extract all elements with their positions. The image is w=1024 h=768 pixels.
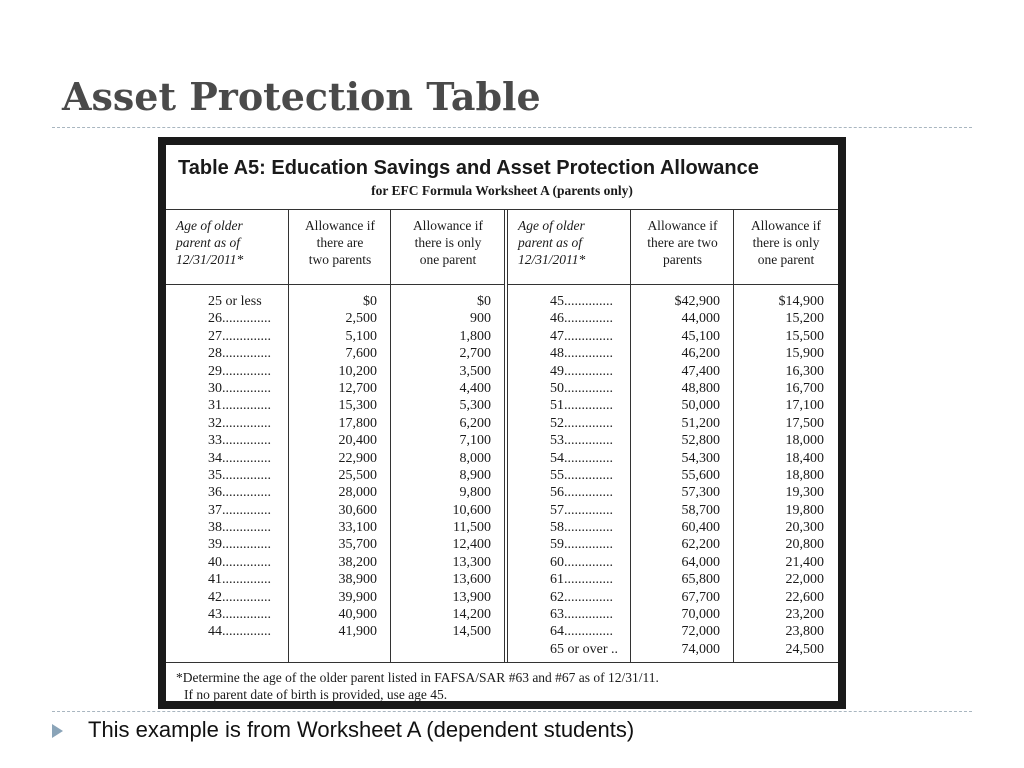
header-line: there is only	[752, 235, 820, 250]
rows-age-right	[508, 293, 634, 658]
table-cell: 54,300	[681, 450, 720, 466]
table-cell: 49..............	[550, 363, 613, 379]
table-cell: $42,900	[674, 294, 720, 309]
title-divider	[52, 127, 972, 128]
table-cell: 13,600	[452, 572, 491, 588]
header-line: there are two	[647, 235, 718, 250]
header-line: Allowance if	[304, 218, 376, 233]
table-cell: 55..............	[550, 467, 613, 483]
footnote-line: If no parent date of birth is provided, use age 45.	[184, 687, 448, 702]
table-cell: 20,400	[338, 433, 377, 449]
table-cell: 39,900	[338, 589, 377, 605]
header-line: 12/31/2011*	[176, 252, 244, 267]
footnote-line: *Determine the age of the older parent listed in FAFSA/SAR #63 and #67 as of 12/31/11.	[176, 670, 659, 685]
table-cell: 2,700	[459, 346, 491, 362]
table-cell: 56..............	[550, 485, 613, 501]
header-line: one parent	[419, 252, 477, 267]
rows-age-left	[166, 293, 288, 641]
table-cell: 9,800	[459, 485, 491, 501]
table-cell: 34..............	[208, 450, 271, 466]
table-cell: 52..............	[550, 415, 613, 431]
table-cell: $14,900	[778, 294, 824, 309]
table-cell: 7,600	[345, 346, 377, 362]
table-cell: 17,500	[785, 415, 824, 431]
header-line: Age of older	[176, 218, 243, 233]
table-cell: 10,600	[452, 502, 491, 518]
bullet-arrow-icon	[52, 724, 63, 738]
table-cell: 22,000	[785, 572, 824, 588]
table-cell: 28..............	[208, 346, 271, 362]
col-two-parents-right	[630, 209, 734, 662]
table-cell: 25 or less	[208, 294, 262, 309]
table-cell: 16,700	[785, 380, 824, 396]
slide-title: Asset Protection Table	[62, 74, 541, 119]
table-title: Table A5: Education Savings and Asset Protection Allowance	[178, 157, 759, 179]
header-age-left	[166, 209, 288, 285]
header-line: there are	[316, 235, 364, 250]
table-cell: 24,500	[785, 641, 824, 657]
table-cell: 32..............	[208, 415, 271, 431]
table-cell: 15,200	[785, 311, 824, 327]
header-line: one parent	[757, 252, 815, 267]
table-cell: 22,600	[785, 589, 824, 605]
table-footnote	[166, 662, 838, 701]
bottom-divider	[52, 711, 972, 712]
header-one-parent-right	[734, 209, 838, 285]
table-cell: 39..............	[208, 537, 271, 553]
table-cell: 15,300	[338, 398, 377, 414]
table-cell: 13,300	[452, 554, 491, 570]
table-cell: 45..............	[550, 294, 613, 309]
table-cell: 19,300	[785, 485, 824, 501]
table-cell: 50,000	[681, 398, 720, 414]
table-cell: 25,500	[338, 467, 377, 483]
table-cell: 31..............	[208, 398, 271, 414]
header-line: there is only	[414, 235, 482, 250]
table-cell: 2,500	[345, 311, 377, 327]
table-cell: 46..............	[550, 311, 613, 327]
table-header	[166, 145, 838, 210]
col-two-parents-left	[288, 209, 391, 662]
table-cell: 20,300	[785, 520, 824, 536]
header-two-parents-left	[289, 209, 391, 285]
table-cell: 20,800	[785, 537, 824, 553]
table-cell: 48..............	[550, 346, 613, 362]
table-cell: 42..............	[208, 589, 271, 605]
table-cell: 55,600	[681, 467, 720, 483]
table-cell: 900	[470, 311, 491, 327]
table-cell: 7,100	[459, 433, 491, 449]
header-line: 12/31/2011*	[518, 252, 586, 267]
table-cell: 64..............	[550, 624, 613, 640]
table-cell: 36..............	[208, 485, 271, 501]
table-cell: 19,800	[785, 502, 824, 518]
table-cell: 4,400	[459, 380, 491, 396]
table-cell: $0	[363, 294, 377, 309]
table-cell: 17,800	[338, 415, 377, 431]
table-cell: 70,000	[681, 607, 720, 623]
table-cell: 14,200	[452, 607, 491, 623]
table-cell: 11,500	[453, 520, 491, 536]
table-cell: 61..............	[550, 572, 613, 588]
table-cell: 30,600	[338, 502, 377, 518]
table-cell: 6,200	[459, 415, 491, 431]
table-columns	[166, 209, 838, 662]
rows-one-parent-left	[391, 293, 505, 641]
header-line: parents	[663, 252, 702, 267]
table-cell: 10,200	[338, 363, 377, 379]
table-cell: 18,400	[785, 450, 824, 466]
col-age-right	[504, 209, 634, 662]
table-cell: 38,200	[338, 554, 377, 570]
header-line: Allowance if	[750, 218, 822, 233]
table-cell: 41,900	[338, 624, 377, 640]
table-cell: $0	[477, 294, 491, 309]
table-cell: 5,100	[345, 328, 377, 344]
table-cell: 33,100	[338, 520, 377, 536]
table-cell: 50..............	[550, 380, 613, 396]
table-cell: 45,100	[681, 328, 720, 344]
table-cell: 62..............	[550, 589, 613, 605]
asset-protection-table-image	[158, 137, 846, 709]
table-cell: 44..............	[208, 624, 271, 640]
header-line: Age of older	[518, 218, 585, 233]
table-cell: 29..............	[208, 363, 271, 379]
table-cell: 72,000	[681, 624, 720, 640]
table-cell: 40,900	[338, 607, 377, 623]
header-one-parent-left	[391, 209, 505, 285]
table-cell: 5,300	[459, 398, 491, 414]
table-cell: 15,900	[785, 346, 824, 362]
table-cell: 13,900	[452, 589, 491, 605]
table-cell: 57,300	[681, 485, 720, 501]
header-two-parents-right	[631, 209, 734, 285]
col-one-parent-right	[733, 209, 838, 662]
table-cell: 63..............	[550, 607, 613, 623]
table-cell: 65,800	[681, 572, 720, 588]
rows-two-parents-right	[631, 293, 734, 658]
table-subtitle: for EFC Formula Worksheet A (parents only)	[371, 183, 633, 198]
table-cell: 52,800	[681, 433, 720, 449]
table-cell: 60..............	[550, 554, 613, 570]
table-cell: 26..............	[208, 311, 271, 327]
table-cell: 48,800	[681, 380, 720, 396]
table-cell: 40..............	[208, 554, 271, 570]
table-cell: 65 or over ..	[550, 641, 619, 657]
table-cell: 35,700	[338, 537, 377, 553]
table-cell: 62,200	[681, 537, 720, 553]
col-age-left	[166, 209, 288, 662]
table-cell: 41..............	[208, 572, 271, 588]
table-cell: 44,000	[681, 311, 720, 327]
table-cell: 17,100	[785, 398, 824, 414]
table-cell: 47,400	[681, 363, 720, 379]
table-cell: 59..............	[550, 537, 613, 553]
table-cell: 18,800	[785, 467, 824, 483]
header-age-right	[508, 209, 634, 285]
table-cell: 3,500	[459, 363, 491, 379]
table-cell: 35..............	[208, 467, 271, 483]
table-cell: 14,500	[452, 624, 491, 640]
table-cell: 53..............	[550, 433, 613, 449]
table-cell: 23,200	[785, 607, 824, 623]
table-cell: 74,000	[681, 641, 720, 657]
table-cell: 15,500	[785, 328, 824, 344]
table-cell: 47..............	[550, 328, 613, 344]
table-cell: 33..............	[208, 433, 271, 449]
table-cell: 27..............	[208, 328, 271, 344]
table-cell: 37..............	[208, 502, 271, 518]
table-cell: 23,800	[785, 624, 824, 640]
table-cell: 58..............	[550, 520, 613, 536]
table-cell: 60,400	[681, 520, 720, 536]
bullet-text: This example is from Worksheet A (dependent students)	[88, 717, 635, 742]
table-cell: 21,400	[785, 554, 824, 570]
table-cell: 22,900	[338, 450, 377, 466]
table-cell: 57..............	[550, 502, 613, 518]
table-cell: 54..............	[550, 450, 613, 466]
table-cell: 28,000	[338, 485, 377, 501]
table-cell: 67,700	[681, 589, 720, 605]
table-cell: 58,700	[681, 502, 720, 518]
table-cell: 1,800	[459, 328, 491, 344]
table-body	[166, 145, 838, 701]
table-cell: 38..............	[208, 520, 271, 536]
table-cell: 8,000	[459, 450, 491, 466]
rows-one-parent-right	[734, 293, 838, 658]
header-line: Allowance if	[647, 218, 718, 233]
table-cell: 51..............	[550, 398, 613, 414]
table-cell: 30..............	[208, 380, 271, 396]
header-line: two parents	[308, 252, 372, 267]
table-cell: 12,400	[452, 537, 491, 553]
table-cell: 12,700	[338, 380, 377, 396]
table-cell: 64,000	[681, 554, 720, 570]
table-cell: 51,200	[681, 415, 720, 431]
table-cell: 16,300	[785, 363, 824, 379]
rows-two-parents-left	[289, 293, 391, 641]
header-line: parent as of	[176, 235, 240, 250]
table-cell: 43..............	[208, 607, 271, 623]
table-cell: 46,200	[681, 346, 720, 362]
header-line: Allowance if	[412, 218, 484, 233]
col-one-parent-left	[390, 209, 505, 662]
table-cell: 38,900	[338, 572, 377, 588]
header-line: parent as of	[518, 235, 582, 250]
table-cell: 18,000	[785, 433, 824, 449]
table-cell: 8,900	[459, 467, 491, 483]
